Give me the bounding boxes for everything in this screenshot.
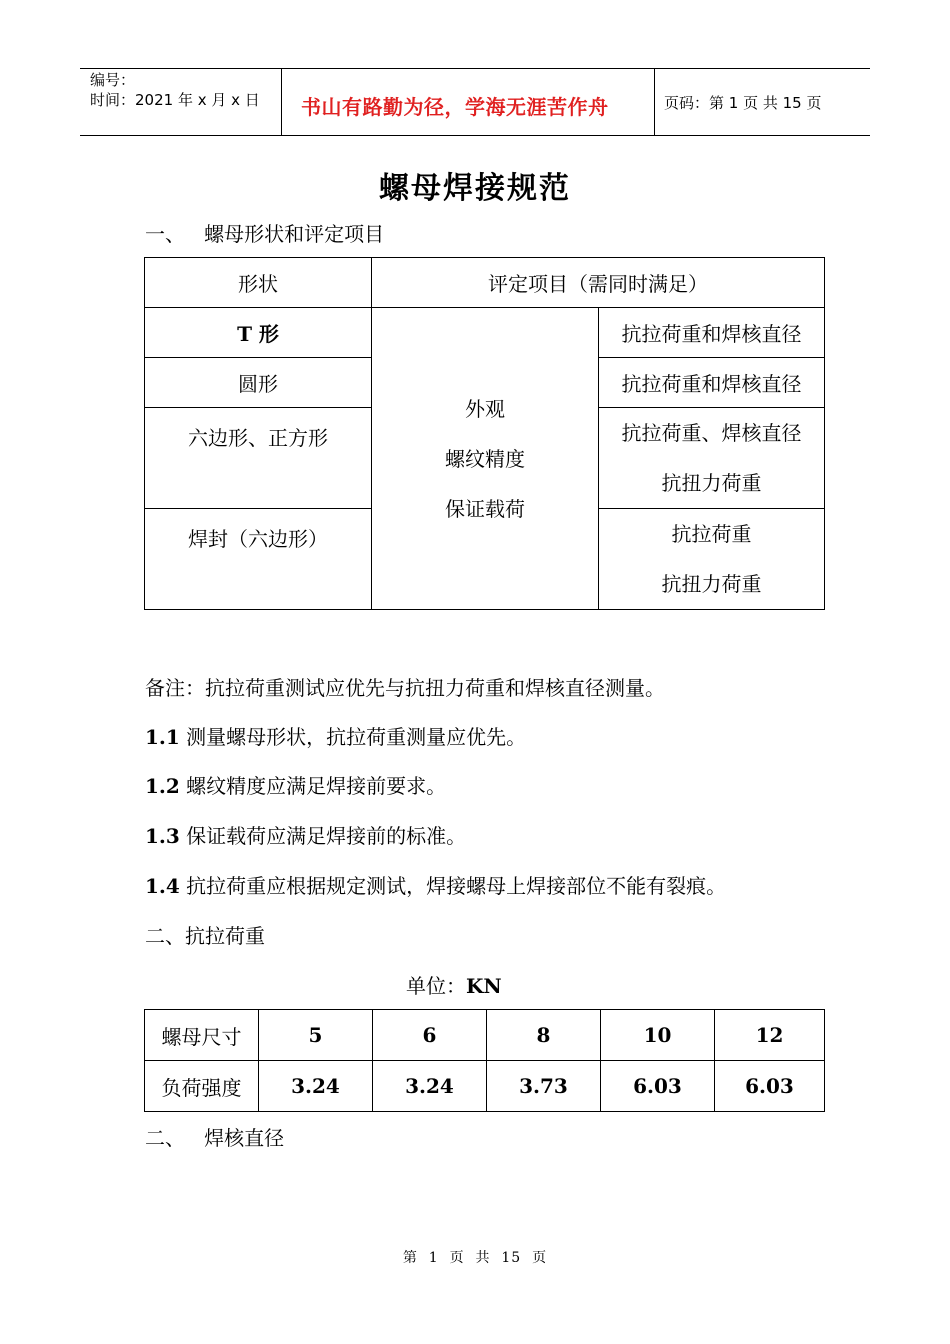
specific-item: 抗扭力荷重 (661, 471, 762, 495)
common-items-cell (372, 308, 599, 610)
specific-item: 抗拉荷重 (671, 522, 752, 546)
remark-text: 备注：抗拉荷重测试应优先与抗扭力荷重和焊核直径测量。 (145, 676, 665, 700)
load-table (144, 1009, 825, 1112)
note-number: 1.3 (145, 824, 180, 848)
header-divider-right (654, 68, 655, 136)
note-text: 测量螺母形状，抗拉荷重测量应优先。 (179, 725, 527, 749)
load-cell: 3.73 (487, 1061, 601, 1112)
load-cell: 3.24 (373, 1061, 487, 1112)
shape-cell: T 形 (145, 308, 372, 358)
shape-cell: 六边形、正方形 (145, 408, 372, 509)
section3-heading: 二、 焊核直径 (145, 1126, 285, 1150)
shape-cell: 焊封（六边形） (145, 509, 372, 610)
load-cell: 6.03 (715, 1061, 825, 1112)
specific-item-cell (599, 509, 825, 610)
shape-col-header: 形状 (145, 258, 372, 308)
note-item-2 (145, 774, 446, 798)
note-number: 1.4 (145, 874, 180, 898)
size-cell: 6 (373, 1010, 487, 1061)
row-header-size: 螺母尺寸 (145, 1010, 259, 1061)
note-number: 1.2 (145, 774, 180, 798)
unit-label (406, 974, 502, 998)
note-text: 保证载荷应满足焊接前的标准。 (179, 824, 467, 848)
time-label: 时间：2021 年 x 月 x 日 (90, 91, 260, 109)
motto: 书山有路勤为径，学海无涯苦作舟 (301, 95, 609, 119)
common-item: 外观 (465, 396, 505, 421)
specific-item-cell: 抗拉荷重和焊核直径 (599, 308, 825, 358)
load-cell: 3.24 (259, 1061, 373, 1112)
table-row (145, 258, 825, 308)
serial-label: 编号： (90, 71, 136, 89)
items-col-header: 评定项目（需同时满足） (372, 258, 825, 308)
table-row (145, 308, 825, 358)
table-row (145, 1010, 825, 1061)
shape-cell: 圆形 (145, 358, 372, 408)
specific-item-cell (599, 408, 825, 509)
note-text: 抗拉荷重应根据规定测试，焊接螺母上焊接部位不能有裂痕。 (179, 874, 727, 898)
note-item-4 (145, 874, 726, 898)
note-item-1 (145, 725, 526, 749)
table-row (145, 1061, 825, 1112)
section2-heading: 二、抗拉荷重 (145, 924, 265, 948)
specific-item: 抗拉荷重、焊核直径 (621, 421, 802, 445)
common-item: 保证载荷 (445, 496, 525, 521)
unit-prefix: 单位： (406, 974, 466, 998)
unit-value: KN (466, 974, 502, 998)
size-cell: 10 (601, 1010, 715, 1061)
note-number: 1.1 (145, 725, 180, 749)
specific-item: 抗扭力荷重 (661, 572, 762, 596)
note-text: 螺纹精度应满足焊接前要求。 (179, 774, 447, 798)
specific-item-cell: 抗拉荷重和焊核直径 (599, 358, 825, 408)
note-item-3 (145, 824, 466, 848)
page-footer: 第 1 页 共 15 页 (402, 1250, 548, 1266)
size-cell: 8 (487, 1010, 601, 1061)
common-item: 螺纹精度 (445, 446, 525, 471)
page-title: 螺母焊接规范 (379, 171, 571, 206)
header-divider-left (281, 68, 282, 136)
row-header-load: 负荷强度 (145, 1061, 259, 1112)
shape-table (144, 257, 825, 610)
header-bottom-rule (80, 135, 870, 136)
size-cell: 5 (259, 1010, 373, 1061)
header-top-rule (80, 68, 870, 69)
size-cell: 12 (715, 1010, 825, 1061)
page-info: 页码：第 1 页 共 15 页 (664, 94, 822, 112)
load-cell: 6.03 (601, 1061, 715, 1112)
section1-heading: 一、 螺母形状和评定项目 (145, 222, 385, 246)
